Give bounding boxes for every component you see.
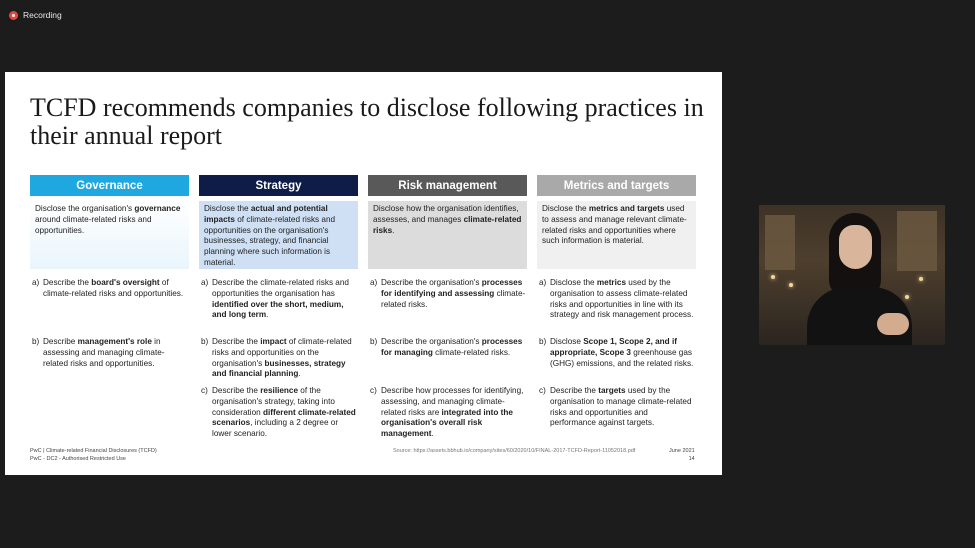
item-label: a) (201, 278, 209, 287)
slide-date: June 2021 (669, 448, 695, 454)
presentation-slide (5, 72, 722, 475)
presenter-face (839, 225, 872, 269)
item-text: Describe the impact of climate-related risks and opportunities on the organisation's businesses, strategy and financial planning. (212, 337, 352, 379)
list-item (368, 386, 527, 440)
recording-label: Recording (23, 10, 62, 20)
presenter-video (759, 205, 945, 345)
item-text: Describe how processes for identifying, assessing, and managing climate-related risks are integrated into the organisation's overall risk management. (381, 386, 524, 439)
item-text: Describe management's role in assessing and managing climate-related risks and opportunities. (43, 337, 165, 368)
column-description: Disclose the organisation's governance around climate-related risks and opportunities. (30, 201, 189, 269)
slide-footer (30, 447, 157, 463)
page-number: 14 (688, 456, 695, 462)
presenter-hand (877, 313, 909, 335)
list-item (199, 278, 358, 321)
footer-line: PwC - DC2 - Authorised Restricted Use (30, 456, 126, 462)
list-item (537, 278, 696, 321)
column-description: Disclose the actual and potential impacts of climate-related risks and opportunities on the organisation's businesses, strategy, and financial planning where such information is material. (199, 201, 358, 269)
item-label: c) (201, 386, 208, 395)
item-text: Describe the board's oversight of climate-related risks and opportunities. (43, 278, 184, 298)
item-text: Disclose Scope 1, Scope 2, and if appropriate, Scope 3 greenhouse gas (GHG) emissions, and the related risks. (550, 337, 694, 368)
column-governance (30, 175, 189, 368)
item-text: Disclose the metrics used by the organisation to assess climate-related risks and opportunities in line with its strategy and risk management process. (550, 278, 694, 320)
slide-title: TCFD recommends companies to disclose following practices in their annual report (30, 93, 704, 150)
list-item (199, 337, 358, 380)
item-text: Describe the organisation's processes for identifying and assessing climate-related risks. (381, 278, 526, 309)
source-note: Source: https://assets.bbhub.io/company/sites/60/2020/10/FINAL-2017-TCFD-Report-11052018.pdf (393, 448, 636, 454)
item-label: c) (539, 386, 546, 395)
list-item (30, 278, 189, 300)
item-label: a) (32, 278, 40, 287)
item-text: Describe the resilience of the organisation's strategy, taking into consideration different climate-related scenarios, including a 2 degree or lower scenario. (212, 386, 356, 439)
record-icon (9, 11, 18, 20)
item-label: b) (539, 337, 547, 346)
column-header: Strategy (199, 175, 358, 196)
list-item (368, 278, 527, 310)
column-header: Governance (30, 175, 189, 196)
list-item (30, 337, 189, 369)
list-item (368, 337, 527, 359)
list-item (199, 386, 358, 440)
item-text: Describe the climate-related risks and opportunities the organisation has identified over the short, medium, and long term. (212, 278, 349, 320)
footer-line: PwC | Climate-related Financial Disclosures (TCFD) (30, 448, 157, 454)
item-label: b) (201, 337, 209, 346)
slide-date-page (669, 447, 695, 463)
column-metrics-and-targets (537, 175, 696, 428)
item-text: Describe the organisation's processes for managing climate-related risks. (381, 337, 523, 357)
column-header: Metrics and targets (537, 175, 696, 196)
item-label: c) (370, 386, 377, 395)
item-text: Describe the targets used by the organisation to manage climate-related risks and opportunities and performance against targets. (550, 386, 692, 428)
item-label: a) (370, 278, 378, 287)
list-item (537, 337, 696, 369)
column-description: Disclose the metrics and targets used to assess and manage relevant climate-related risks and opportunities where such information is material. (537, 201, 696, 269)
column-strategy (199, 175, 358, 439)
item-label: b) (370, 337, 378, 346)
column-header: Risk management (368, 175, 527, 196)
list-item (537, 386, 696, 429)
item-label: a) (539, 278, 547, 287)
column-risk-management (368, 175, 527, 439)
column-description: Disclose how the organisation identifies, assesses, and manages climate-related risks. (368, 201, 527, 269)
item-label: b) (32, 337, 40, 346)
recording-indicator (9, 8, 62, 22)
